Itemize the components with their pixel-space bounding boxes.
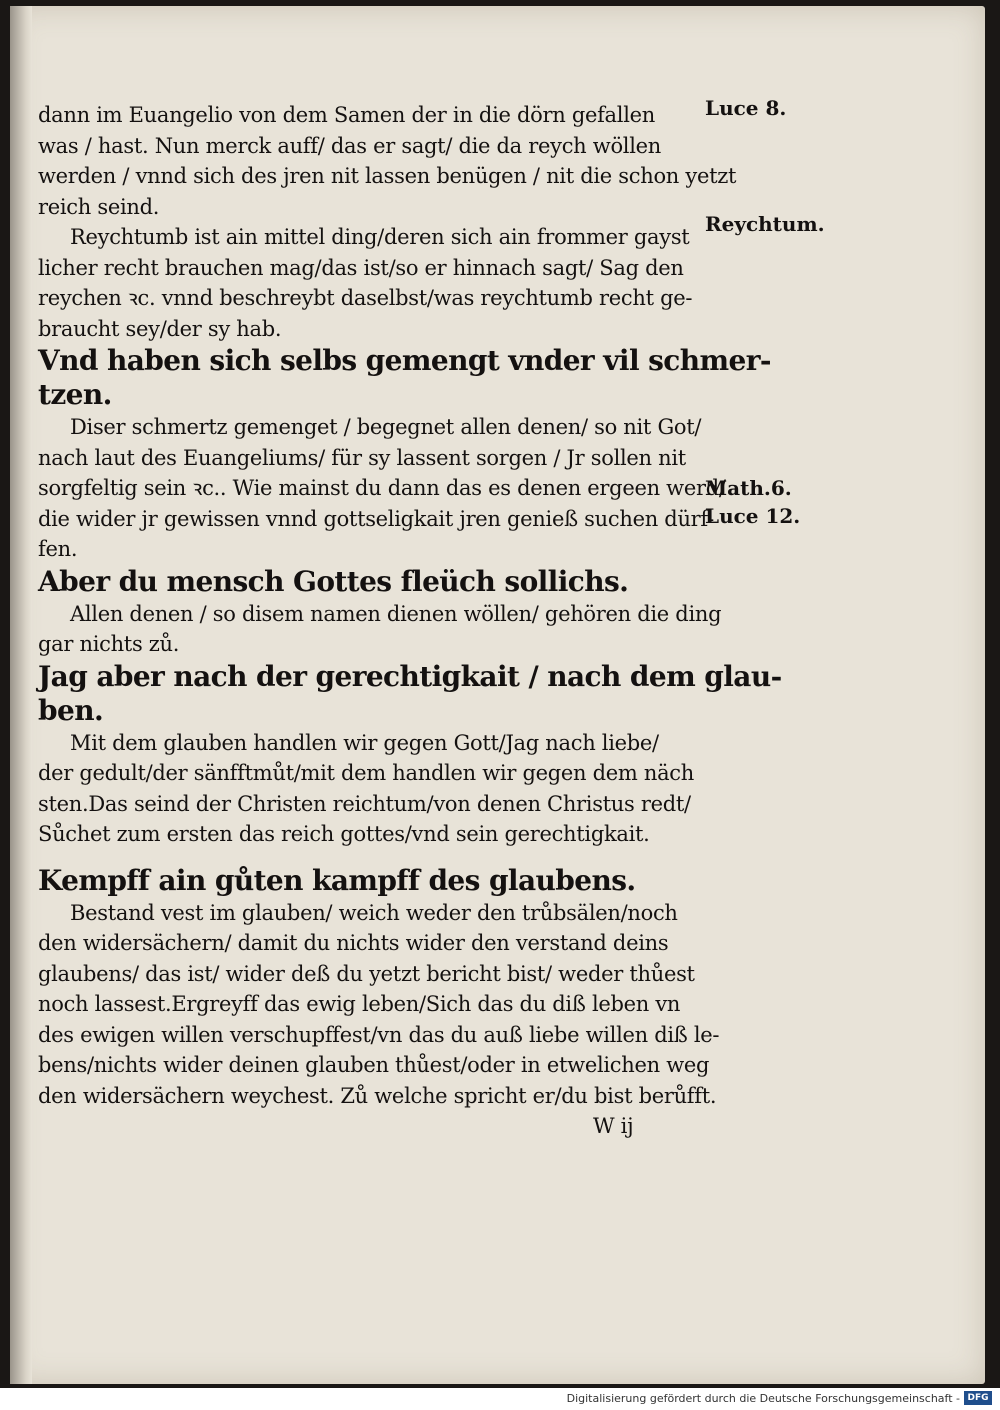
paragraph-3 bbox=[38, 412, 726, 565]
heading-1 bbox=[38, 344, 771, 412]
text-line: bens/nichts wider deinen glauben thůest/oder in etwelichen weg bbox=[38, 1053, 710, 1077]
text-line: Sůchet zum ersten das reich gottes/vnd sein gerechtigkait. bbox=[38, 822, 650, 846]
text-line: werden / vnnd sich des jren nit lassen benügen / nit die schon yetzt bbox=[38, 164, 737, 188]
text-line: reychen ꝛc. vnnd beschreybt daselbst/was reychtumb recht ge- bbox=[38, 286, 693, 310]
paragraph-2 bbox=[38, 222, 698, 344]
text-line: der gedult/der sänfftmůt/mit dem handlen wir gegen dem näch bbox=[38, 761, 694, 785]
text-line: dann im Euangelio von dem Samen der in die dörn gefallen bbox=[38, 103, 655, 127]
footer-credit: Digitalisierung gefördert durch die Deutsche Forschungsgemeinschaft - bbox=[566, 1392, 960, 1405]
text-line: was / hast. Nun merck auff/ das er sagt/ die da reych wöllen bbox=[38, 133, 661, 158]
text-line: Mit dem glauben handlen wir gegen Gott/Jag nach liebe/ bbox=[70, 730, 659, 755]
paragraph-4 bbox=[38, 599, 722, 660]
paragraph-5 bbox=[38, 728, 698, 850]
footer-bar bbox=[0, 1388, 1000, 1410]
dfg-logo-icon: DFG bbox=[964, 1391, 992, 1405]
heading-line: ben. bbox=[38, 693, 104, 727]
heading-line: Vnd haben sich selbs gemengt vnder vil schmer- bbox=[38, 344, 771, 377]
paragraph-6 bbox=[38, 898, 720, 1112]
text-line: braucht sey/der sy hab. bbox=[38, 316, 282, 341]
margin-note-reychtum: Reychtum. bbox=[705, 212, 825, 236]
text-line: reich seind. bbox=[38, 194, 160, 219]
text-line: sten.Das seind der Christen reichtum/von denen Christus redt/ bbox=[38, 791, 691, 816]
text-line: sorgfeltig sein ꝛc.. Wie mainst du dann das es denen ergeen werd/ bbox=[38, 476, 726, 500]
text-line: gar nichts zů. bbox=[38, 632, 180, 656]
paragraph-1 bbox=[38, 100, 737, 222]
signature-mark: W ij bbox=[593, 1114, 634, 1138]
text-line: Allen denen / so disem namen dienen wöllen/ gehören die ding bbox=[70, 601, 722, 626]
text-line: licher recht brauchen mag/das ist/so er hinnach sagt/ Sag den bbox=[38, 255, 684, 280]
text-line: fen. bbox=[38, 537, 78, 561]
margin-note-math-6: Math.6. bbox=[705, 476, 792, 500]
text-line: noch lassest.Ergreyff das ewig leben/Sich das du diß leben vn bbox=[38, 992, 681, 1016]
heading-4: Kempff ain gůten kampff des glaubens. bbox=[38, 863, 636, 897]
text-line: die wider jr gewissen vnnd gottseligkait jren genieß suchen dürf- bbox=[38, 506, 714, 531]
heading-line: tzen. bbox=[38, 378, 112, 411]
page-gutter-shadow bbox=[10, 6, 32, 1384]
text-line: Reychtumb ist ain mittel ding/deren sich ain frommer gayst bbox=[70, 225, 690, 249]
heading-line: Jag aber nach der gerechtigkait / nach dem glau- bbox=[38, 659, 782, 693]
text-line: glaubens/ das ist/ wider deß du yetzt bericht bist/ weder thůest bbox=[38, 961, 695, 986]
margin-note-luce-8: Luce 8. bbox=[705, 96, 787, 120]
text-line: den widersächern weychest. Zů welche spricht er/du bist berůfft. bbox=[38, 1083, 717, 1108]
text-line: Bestand vest im glauben/ weich weder den trůbsälen/noch bbox=[70, 900, 678, 925]
text-line: Diser schmertz gemenget / begegnet allen denen/ so nit Got/ bbox=[70, 415, 702, 439]
heading-3 bbox=[38, 659, 782, 728]
text-line: nach laut des Euangeliums/ für sy lassent sorgen / Jr sollen nit bbox=[38, 445, 686, 470]
text-line: den widersächern/ damit du nichts wider den verstand deins bbox=[38, 931, 669, 955]
margin-note-luce-12: Luce 12. bbox=[705, 504, 801, 528]
heading-2: Aber du mensch Gottes fleüch sollichs. bbox=[38, 564, 629, 598]
text-line: des ewigen willen verschupffest/vn das du auß liebe willen diß le- bbox=[38, 1022, 720, 1047]
